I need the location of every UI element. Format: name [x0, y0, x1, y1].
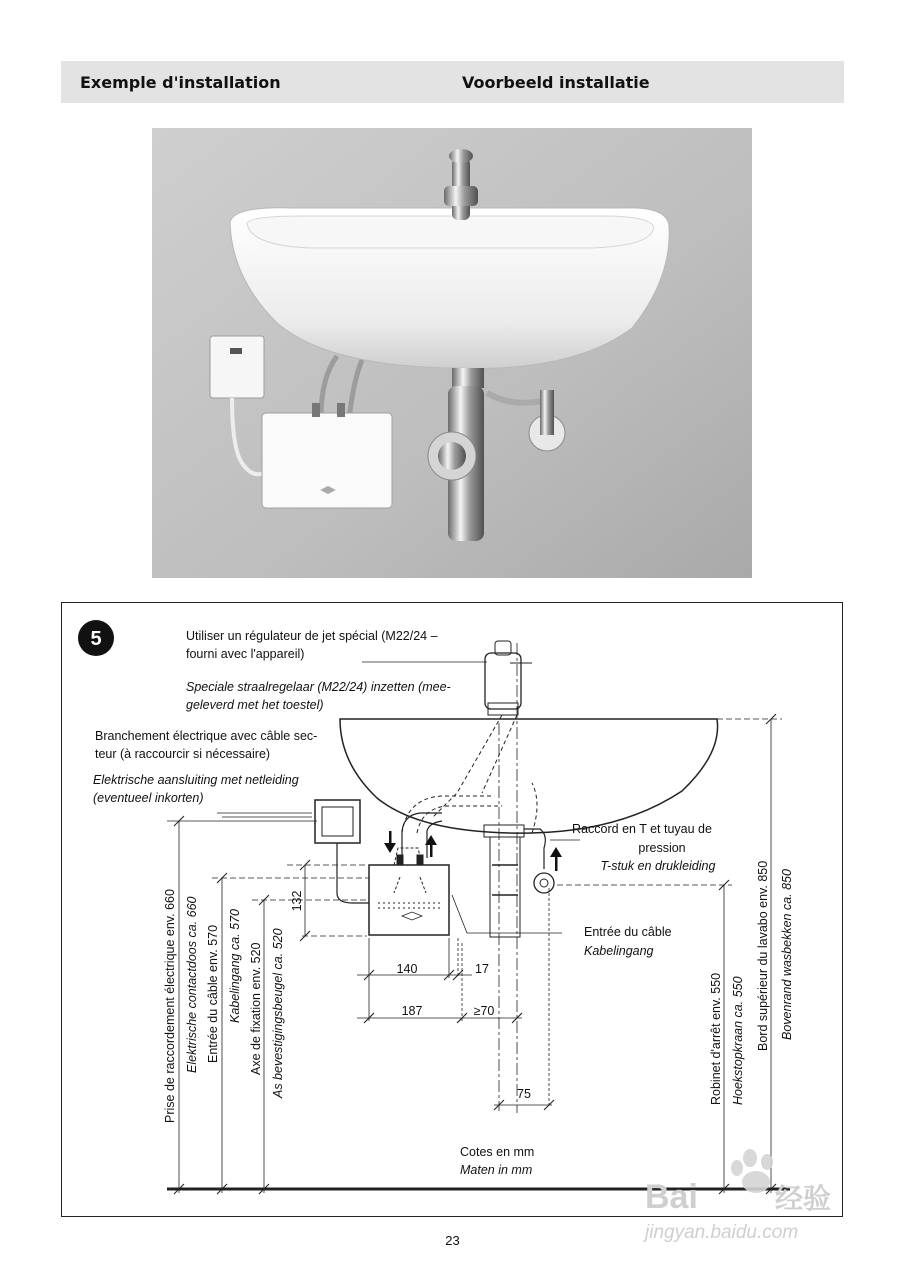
power-label-nl-2: (eventueel inkorten): [93, 791, 204, 805]
diagram-canvas: [62, 603, 844, 1218]
cable-entry-label-fr: Entrée du câble: [584, 925, 672, 939]
watermark-brand: Bai: [645, 1178, 698, 1216]
regulator-label-fr-2: fourni avec l'appareil): [186, 647, 305, 661]
vlabel-cable-fr: Entrée du câble env. 570: [206, 924, 220, 1063]
vlabel-socket-nl: Elektrische contactdoos ca. 660: [185, 896, 199, 1073]
header-title-fr: Exemple d'installation: [80, 73, 281, 92]
dim-132: 132: [290, 890, 304, 912]
units-label-nl: Maten in mm: [460, 1163, 533, 1177]
installation-diagram: [61, 602, 843, 1217]
tee-label-fr-1: Raccord en T et tuyau de: [572, 822, 712, 836]
vlabel-socket-fr: Prise de raccordement électrique env. 660: [163, 889, 177, 1123]
tee-label-nl: T-stuk en drukleiding: [600, 859, 716, 873]
installation-photo: [152, 128, 752, 578]
dim-70: ≥70: [473, 1004, 495, 1018]
dim-75: 75: [517, 1087, 531, 1101]
regulator-label-nl-1: Speciale straalregelaar (M22/24) inzetten (mee-: [186, 680, 451, 694]
tee-label-fr-2: pression: [638, 841, 686, 855]
dim-17: 17: [475, 962, 489, 976]
power-label-nl-1: Elektrische aansluiting met netleiding: [93, 773, 299, 787]
cable-entry-label-nl: Kabelingang: [584, 944, 654, 958]
vlabel-axis-nl: As bevestigingsbeugel ca. 520: [271, 928, 285, 1098]
vlabel-axis-fr: Axe de fixation env. 520: [249, 942, 263, 1075]
dim-187: 187: [401, 1004, 423, 1018]
power-label-fr-2: teur (à raccourcir si nécessaire): [95, 747, 271, 761]
watermark-url: jingyan.baidu.com: [645, 1222, 799, 1243]
figure-badge-number: 5: [90, 628, 102, 650]
units-label-fr: Cotes en mm: [460, 1145, 535, 1159]
regulator-label-fr-1: Utiliser un régulateur de jet spécial (M22/24 –: [186, 629, 438, 643]
vlabel-valve-fr: Robinet d'arrêt env. 550: [709, 972, 723, 1105]
dim-140: 140: [396, 962, 418, 976]
paw-icon: [743, 1149, 757, 1167]
power-label-fr-1: Branchement électrique avec câble sec-: [95, 729, 318, 743]
vlabel-rim-nl: Bovenrand wasbekken ca. 850: [780, 869, 794, 1040]
baidu-watermark: [640, 1140, 860, 1250]
watermark-brand-cn: 经验: [775, 1183, 832, 1214]
vlabel-cable-nl: Kabelingang ca. 570: [228, 909, 242, 1023]
vlabel-rim-fr: Bord supérieur du lavabo env. 850: [756, 860, 770, 1051]
page-number: 23: [445, 1233, 460, 1248]
header-bar: [61, 61, 844, 103]
vlabel-valve-nl: Hoekstopkraan ca. 550: [731, 976, 745, 1105]
regulator-label-nl-2: geleverd met het toestel): [186, 698, 324, 712]
header-title-nl: Voorbeeld installatie: [462, 73, 650, 92]
